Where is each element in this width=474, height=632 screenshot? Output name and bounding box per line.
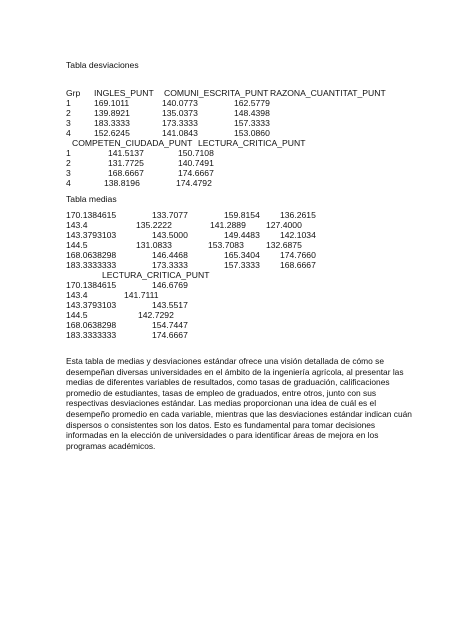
desv-cell: 168.6667 [108, 168, 144, 178]
header-grp: Grp [66, 88, 81, 98]
medias-cell: 133.7077 [152, 210, 188, 220]
header-competen: COMPETEN_CIUDADA_PUNT [72, 138, 193, 148]
medias-cell: 173.3333 [152, 260, 188, 270]
medias-cell: 159.8154 [224, 210, 260, 220]
header-comuni: COMUNI_ESCRITA_PUNT [164, 88, 269, 98]
medias-cell: 135.2222 [136, 220, 172, 230]
desv-cell: 140.7491 [178, 158, 214, 168]
desv-cell: 4 [66, 178, 71, 188]
medias-cell: 149.4483 [224, 230, 260, 240]
desv-cell: 138.8196 [104, 178, 140, 188]
header-lectura: LECTURA_CRITICA_PUNT [198, 138, 306, 148]
medias-cell: 144.5 [66, 240, 88, 250]
medias-cell: 144.5 [66, 310, 88, 320]
desv-cell: 141.0843 [162, 128, 198, 138]
medias-cell: 143.4 [66, 220, 88, 230]
desv-cell: 162.5779 [234, 98, 270, 108]
medias-cell: 168.0638298 [66, 320, 117, 330]
desv-cell: 3 [66, 168, 71, 178]
medias-cell: 142.7292 [138, 310, 174, 320]
desv-cell: 4 [66, 128, 71, 138]
medias-cell: 143.5000 [152, 230, 188, 240]
medias-cell: 143.5517 [152, 300, 188, 310]
medias-cell: 132.6875 [266, 240, 302, 250]
desv-cell: 148.4398 [234, 108, 270, 118]
desv-cell: 174.6667 [178, 168, 214, 178]
medias-cell: 168.0638298 [66, 250, 117, 260]
medias-cell: 157.3333 [224, 260, 260, 270]
desv-cell: 3 [66, 118, 71, 128]
medias-cell: 154.7447 [152, 320, 188, 330]
medias-cell: 141.7111 [124, 290, 159, 300]
desv-cell: 174.4792 [176, 178, 212, 188]
desv-cell: 131.7725 [108, 158, 144, 168]
medias-cell: 143.3793103 [66, 230, 117, 240]
desv-cell: 173.3333 [162, 118, 198, 128]
desv-cell: 183.3333 [94, 118, 130, 128]
desv-cell: 2 [66, 158, 71, 168]
medias-cell: 174.7660 [280, 250, 316, 260]
medias-cell: 127.4000 [266, 220, 302, 230]
medias-cell: 153.7083 [208, 240, 244, 250]
medias-cell: 183.3333333 [66, 260, 117, 270]
desv-cell: 135.0373 [162, 108, 198, 118]
description-paragraph: Esta tabla de medias y desviaciones estándar ofrece una visión detallada de cómo se desempeñan diversas universidades en el ámbito de la ingeniería agrícola, al presentar las medias de diferentes variables de resultados, como tasas de graduación, calificaciones promedio de estudiantes, tasas de empleo de graduados, entre otros, junto con sus respectivas desviaciones estándar. Las medias proporcionan una idea de cuál es el desempeño promedio en cada variable, mientras que las desviaciones estándar indican cuán dispersos o consistentes son los datos. Esto es fundamental para tomar decisiones informadas en la elección de universidades o para identificar áreas de mejora en los programas académicos. [66, 356, 412, 451]
medias-cell: 142.1034 [280, 230, 316, 240]
desv-cell: 157.3333 [234, 118, 270, 128]
medias-cell: 143.4 [66, 290, 88, 300]
medias-cell: 165.3404 [224, 250, 260, 260]
medias-cell: 168.6667 [280, 260, 316, 270]
header-ingles: INGLES_PUNT [94, 88, 154, 98]
desv-cell: 152.6245 [94, 128, 130, 138]
desv-cell: 1 [66, 98, 71, 108]
desv-cell: 140.0773 [162, 98, 198, 108]
desv-cell: 169.1011 [94, 98, 130, 108]
header-lectura-medias: LECTURA_CRITICA_PUNT [102, 270, 210, 280]
medias-cell: 141.2889 [210, 220, 246, 230]
header-razona: RAZONA_CUANTITAT_PUNT [270, 88, 386, 98]
medias-cell: 143.3793103 [66, 300, 117, 310]
medias-cell: 146.4468 [152, 250, 188, 260]
desviaciones-title: Tabla desviaciones [66, 60, 139, 70]
medias-cell: 170.1384615 [66, 280, 117, 290]
desv-cell: 141.5137 [108, 148, 144, 158]
medias-cell: 174.6667 [152, 330, 188, 340]
medias-cell: 183.3333333 [66, 330, 117, 340]
medias-cell: 170.1384615 [66, 210, 117, 220]
medias-cell: 146.6769 [152, 280, 188, 290]
desv-cell: 139.8921 [94, 108, 130, 118]
medias-cell: 131.0833 [136, 240, 172, 250]
desv-cell: 153.0860 [234, 128, 270, 138]
desv-cell: 150.7108 [178, 148, 214, 158]
desv-cell: 1 [66, 148, 71, 158]
medias-title: Tabla medias [66, 194, 117, 204]
medias-cell: 136.2615 [280, 210, 316, 220]
desv-cell: 2 [66, 108, 71, 118]
